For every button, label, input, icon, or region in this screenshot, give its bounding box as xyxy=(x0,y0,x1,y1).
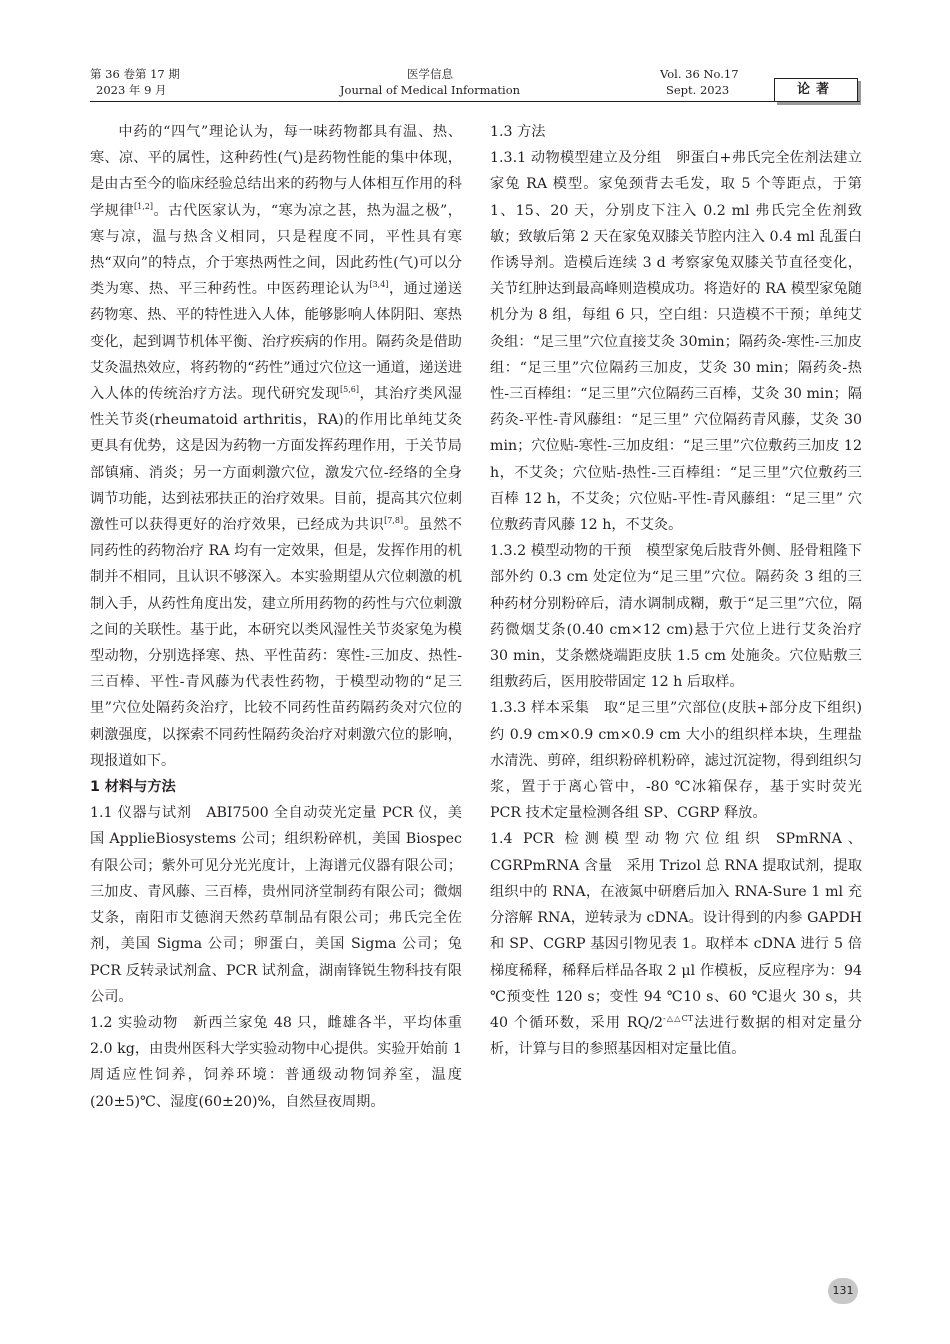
right-column xyxy=(490,119,862,1062)
date-cn: 2023 年 9 月 xyxy=(96,83,167,97)
text-run: 1.4 PCR 检测模型动物穴位组织 SPmRNA、CGRPmRNA 含量 采用 Trizol 总 RNA 提取试剂，提取组织中的 RNA，在液氮中研磨后加入 RNA-Sure 1 ml 充分溶解 RNA，逆转录为 cDNA。设计得到的内参 GAPDH 和 SP、CGRP 基因引物见表 1。取样本 cDNA 进行 5 倍梯度稀释，稀释后样品各取 2 μl 作模板，反应程序为：94 ℃预变性 120 s；变性 94 ℃10 s、60 ℃退火 30 s，共 40 个循环数，采用 RQ/2 xyxy=(490,831,862,1031)
paragraph: 1.3.3 样本采集 取“足三里”穴部位(皮肤+部分皮下组织)约 0.9 cm×0.9 cm×0.9 cm 大小的组织样本块，生理盐水清洗、剪碎，组织粉碎机粉碎，滤过沉淀物，得到组织匀浆，置于于离心管中，-80 ℃冰箱保存，基于实时荧光 PCR 技术定量检测各组 SP、CGRP 释放。 xyxy=(490,700,862,822)
intro-paragraph xyxy=(90,119,462,774)
citation: [1,2] xyxy=(134,201,153,211)
header-right xyxy=(660,66,739,98)
text-run: 。古代医家认为，“寒为凉之甚，热为温之极”，寒与凉，温与热含义相同，只是程度不同，平性具有寒热“双向”的特点，介于寒热两性之间，因此药性(气)可以分类为寒、热、平三种药性。中医药理论认为 xyxy=(90,202,462,298)
journal-name-en: Journal of Medical Information xyxy=(339,83,521,97)
header-center xyxy=(300,66,560,98)
citation: [3,4] xyxy=(369,280,389,290)
text-run: 中药的“四气”理论认为，每一味药物都具有温、热、寒、凉、平的属性，这种药性(气)是药物性能的集中体现，是由古至今的临床经验总结出来的药物与人体相互作用的科学规律 xyxy=(90,124,462,219)
section-heading: 1 材料与方法 xyxy=(90,779,176,796)
subsection-heading: 1.3 方法 xyxy=(490,124,546,140)
volume-cn: 第 36 卷第 17 期 xyxy=(90,67,180,81)
paragraph: 1.1 仪器与试剂 ABI7500 全自动荧光定量 PCR 仪，美国 ApplieBiosystems 公司；组织粉碎机，美国 Biospec 有限公司；紫外可见分光光度计，上海谱元仪器有限公司；三加皮、青风藤、三百棒，贵州同济堂制药有限公司；微烟艾条，南阳市艾德润天然药草制品有限公司；弗氏完全佐剂，美国 Sigma 公司；卵蛋白，美国 Sigma 公司；兔 PCR 反转录试剂盒、PCR 试剂盒，湖南锋锐生物科技有限公司。 xyxy=(90,805,462,1005)
section-tag: 论著 xyxy=(774,78,858,102)
volume-en: Vol. 36 No.17 xyxy=(660,67,739,81)
paragraph: 1.3.1 动物模型建立及分组 卵蛋白+弗氏完全佐剂法建立家兔 RA 模型。家兔颈背去毛发，取 5 个等距点，于第 1、15、20 天，分别皮下注入 0.2 ml 弗氏完全佐剂致敏；致敏后第 2 天在家兔双膝关节腔内注入 0.4 ml 乱蛋白作诱导剂。造模后连续 3 d 考察家兔双膝关节直径变化，关节红肿达到最高峰则造模成功。将造好的 RA 模型家兔随机分为 8 组，每组 6 只，空白组：只造模不干预；单纯艾灸组：“足三里”穴位直接艾灸 30min；隔药灸-寒性-三加皮组：“足三里”穴位隔药三加皮，艾灸 30 min；隔药灸-热性-三百棒组：“足三里”穴位隔药三百棒，艾灸 30 min；隔药灸-平性-青风藤组：“足三里” 穴位隔药青风藤，艾灸 30 min；穴位贴-寒性-三加皮组：“足三里”穴位敷药三加皮 12 h，不艾灸；穴位贴-热性-三百棒组：“足三里”穴位敷药三百棒 12 h，不艾灸；穴位贴-平性-青风藤组：“足三里” 穴位敷药青风藤 12 h，不艾灸。 xyxy=(490,150,862,534)
paragraph: 1.2 实验动物 新西兰家兔 48 只，雌雄各半，平均体重 2.0 kg，由贵州医科大学实验动物中心提供。实验开始前 1 周适应性饲养，饲养环境：普通级动物饲养室，温度(20±5)℃、湿度(60±20)%，自然昼夜周期。 xyxy=(90,1014,462,1110)
left-column xyxy=(90,119,462,1115)
journal-name-cn: 医学信息 xyxy=(407,67,453,81)
text-run: ，其治疗类风湿性关节炎(rheumatoid arthritis，RA)的作用比单纯艾灸更具有优势，这是因为药物一方面发挥药理作用，于关节局部镇痛、消炎；另一方面刺激穴位，激发穴位-经络的全身调节功能，达到祛邪扶正的治疗效果。目前，提高其穴位刺激性可以获得更好的治疗效果，已经成为共识 xyxy=(90,386,462,534)
text-run: 法进行数据的相对定量分析，计算与目的参照基因相对定量比值。 xyxy=(490,1014,862,1058)
text-run: ，通过递送药物寒、热、平的特性进入人体，能够影响人体阴阳、寒热变化，起到调节机体平衡、治疗疾病的作用。隔药灸是借助艾灸温热效应，将药物的“药性”通过穴位这一通道，递送进入人体的传统治疗方法。现代研究发现 xyxy=(90,281,462,403)
citation: [5,6] xyxy=(340,385,360,395)
header-rule xyxy=(90,101,860,102)
paragraph xyxy=(490,826,862,1062)
date-en: Sept. 2023 xyxy=(666,83,730,97)
header-left xyxy=(90,66,180,98)
citation: [7,8] xyxy=(384,516,404,526)
text-run: 。虽然不同药性的药物治疗 RA 均有一定效果，但是，发挥作用的机制并不相同，且认识不够深入。本实验期望从穴位刺激的机制入手，从药性角度出发，建立所用药物的药性与穴位刺激之间的关联性。基于此，本研究以类风湿性关节炎家兔为模型动物，分别选择寒、热、平性苗药：寒性-三加皮、热性-三百棒、平性-青风藤为代表性药物，于模型动物的“足三里”穴位处隔药灸治疗，比较不同药性苗药隔药灸对穴位的刺激强度，以探索不同药性隔药灸治疗对刺激穴位的影响，现报道如下。 xyxy=(90,517,462,769)
page-number: 131 xyxy=(828,1278,858,1304)
paragraph: 1.3.2 模型动物的干预 模型家兔后肢背外侧、胫骨粗隆下部外约 0.3 cm 处定位为“足三里”穴位。隔药灸 3 组的三种药材分别粉碎后，清水调制成糊，敷于“足三里”穴位，隔药微烟艾条(0.40 cm×12 cm)悬于穴位上进行艾灸治疗 30 min，艾条燃烧端距皮肤 1.5 cm 处施灸。穴位贴敷三组敷药后，医用胶带固定 12 h 后取样。 xyxy=(490,543,862,691)
superscript: -△△CT xyxy=(663,1013,694,1023)
